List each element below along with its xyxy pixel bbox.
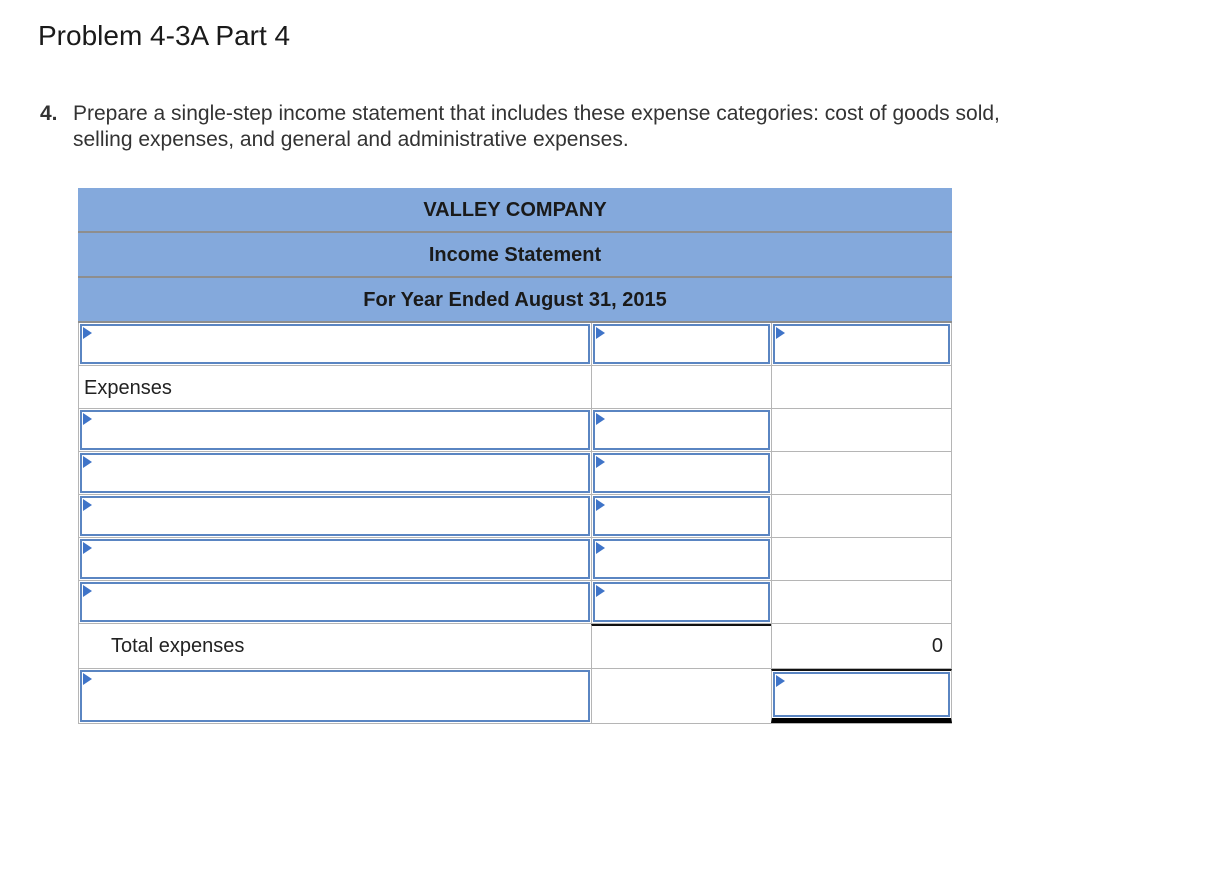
expense-account-input-5[interactable] xyxy=(80,582,590,622)
expense-account-input-2[interactable] xyxy=(80,453,590,493)
expense-account-input-3[interactable] xyxy=(80,496,590,536)
instruction-line-2: selling expenses, and general and administrative expenses. xyxy=(73,128,629,151)
expense-row xyxy=(78,581,952,624)
expense-amount-input-5[interactable] xyxy=(593,582,770,622)
statement-period-header: For Year Ended August 31, 2015 xyxy=(78,278,952,323)
expenses-label: Expenses xyxy=(84,377,172,399)
total-expenses-label: Total expenses xyxy=(111,635,245,657)
page-title: Problem 4-3A Part 4 xyxy=(38,20,291,51)
expense-row xyxy=(78,452,952,495)
revenue-account-input[interactable] xyxy=(80,324,590,364)
instruction-line-1: Prepare a single-step income statement that includes these expense categories: cost of goods sold, xyxy=(73,102,1000,125)
expense-row xyxy=(78,538,952,581)
expenses-header-row xyxy=(78,366,952,409)
expense-row xyxy=(78,409,952,452)
revenue-amount-col1-input[interactable] xyxy=(593,324,770,364)
instruction-text xyxy=(40,101,1170,153)
statement-name-header: Income Statement xyxy=(78,233,952,278)
total-expenses-value: 0 xyxy=(931,635,943,657)
expense-account-input-1[interactable] xyxy=(80,410,590,450)
expense-amount-input-3[interactable] xyxy=(593,496,770,536)
expense-amount-input-2[interactable] xyxy=(593,453,770,493)
income-statement-table xyxy=(78,188,952,724)
revenue-amount-input[interactable] xyxy=(773,324,950,364)
expense-account-input-4[interactable] xyxy=(80,539,590,579)
revenue-row xyxy=(78,323,952,366)
expense-amount-input-4[interactable] xyxy=(593,539,770,579)
expense-amount-input-1[interactable] xyxy=(593,410,770,450)
instruction-number: 4. xyxy=(40,102,58,125)
total-expenses-row xyxy=(78,624,952,669)
net-income-amount-input[interactable] xyxy=(773,672,950,717)
company-name-header: VALLEY COMPANY xyxy=(78,188,952,233)
expense-row xyxy=(78,495,952,538)
net-income-row xyxy=(78,669,952,724)
net-income-label-input[interactable] xyxy=(80,670,590,722)
